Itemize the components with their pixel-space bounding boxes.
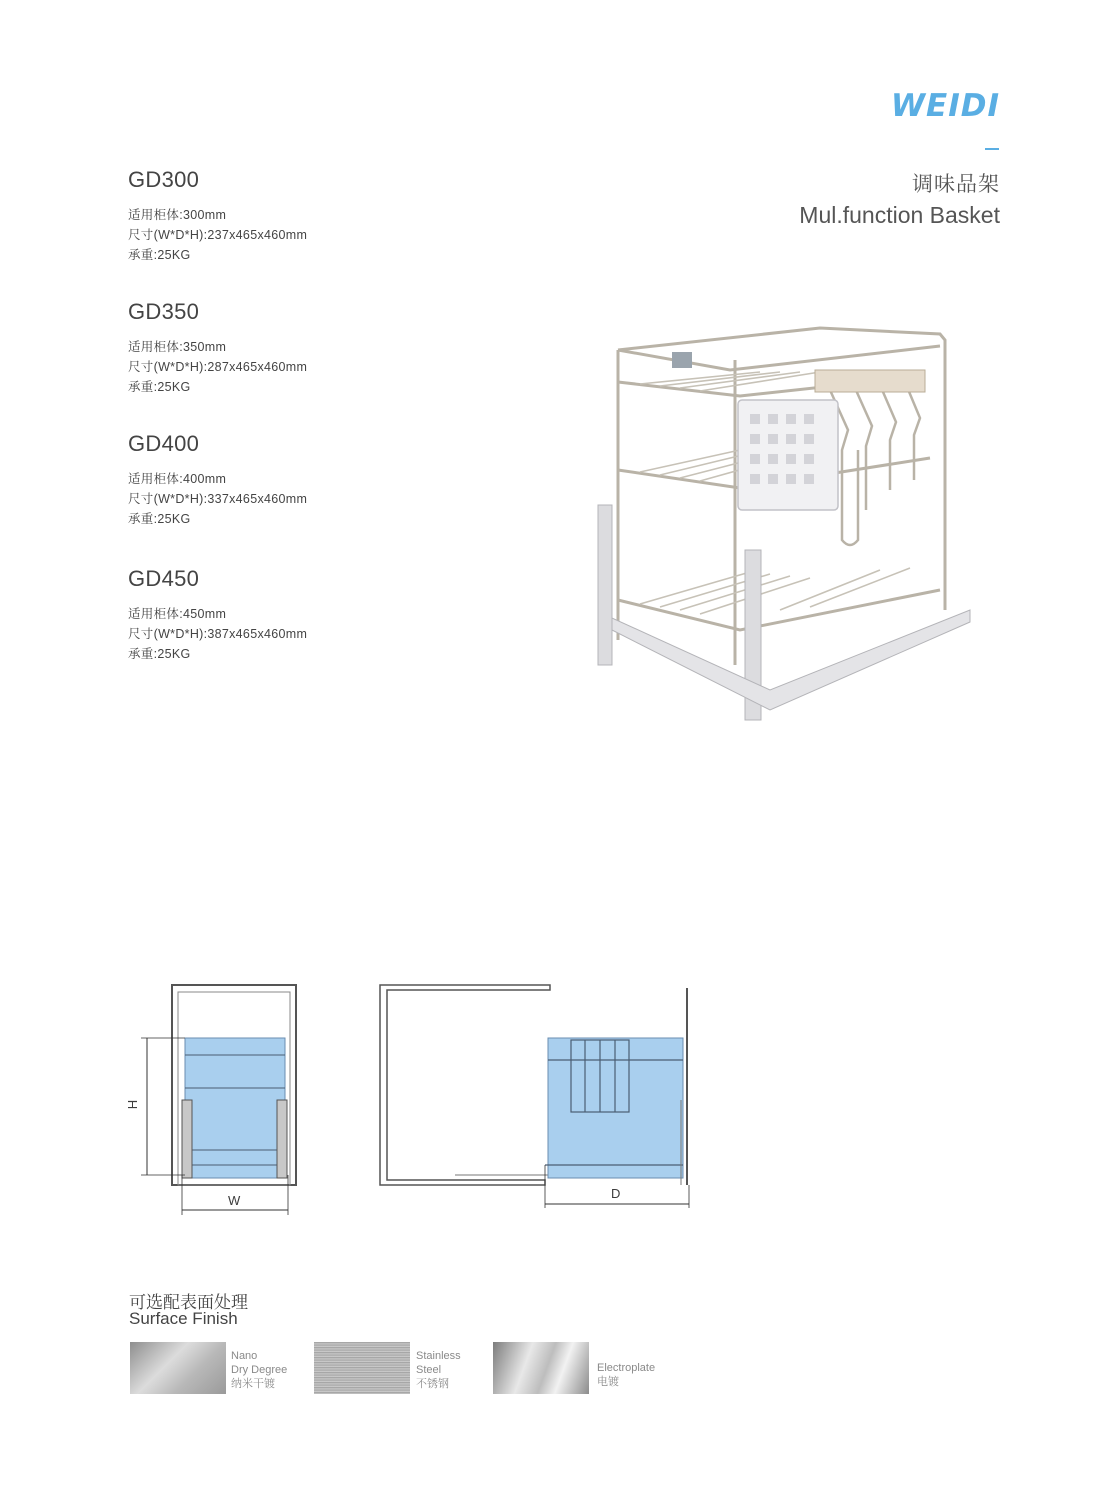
dimension-label-d: D	[611, 1186, 621, 1201]
product-title-cn: 调味品架	[912, 173, 1000, 196]
swatch-nano-dry	[130, 1342, 226, 1394]
front-view-diagram	[125, 980, 300, 1220]
brand-logo: WEIDI	[890, 88, 1000, 124]
model-spec-size: 尺寸(W*D*H):337x465x460mm	[128, 492, 308, 506]
finish-title-cn: 可选配表面处理	[129, 1293, 248, 1312]
swatch-label-stainless	[416, 1349, 461, 1391]
side-view-diagram	[375, 980, 705, 1210]
swatch-label-line: Dry Degree	[231, 1364, 288, 1376]
model-spec-cabinet: 适用柜体:400mm	[128, 472, 227, 486]
model-spec-cabinet: 适用柜体:450mm	[128, 607, 227, 621]
model-spec-size: 尺寸(W*D*H):387x465x460mm	[128, 627, 308, 641]
model-name: GD300	[128, 167, 200, 192]
swatch-label-line: Steel	[416, 1364, 442, 1376]
model-name: GD400	[128, 431, 200, 456]
model-block-gd350	[128, 299, 307, 397]
model-name: GD350	[128, 299, 200, 324]
model-spec-size: 尺寸(W*D*H):237x465x460mm	[128, 228, 308, 242]
model-block-gd450	[128, 566, 307, 664]
swatch-label-line: Nano	[231, 1350, 258, 1362]
model-spec-load: 承重:25KG	[128, 647, 191, 661]
swatch-label-line: Stainless	[416, 1350, 461, 1362]
dimension-label-h: H	[125, 1099, 141, 1110]
model-name: GD450	[128, 566, 200, 591]
swatch-label-line: Electroplate	[597, 1362, 656, 1374]
swatch-label-line: 纳米干镀	[231, 1378, 275, 1390]
model-spec-cabinet: 适用柜体:350mm	[128, 340, 227, 354]
model-spec-cabinet: 适用柜体:300mm	[128, 208, 227, 222]
swatch-stainless-steel	[314, 1342, 410, 1394]
model-spec-load: 承重:25KG	[128, 512, 191, 526]
logo-divider	[985, 148, 999, 150]
basket-product-image	[580, 310, 980, 740]
model-spec-size: 尺寸(W*D*H):287x465x460mm	[128, 360, 308, 374]
dimension-label-w: W	[228, 1193, 241, 1208]
swatch-label-nano	[231, 1349, 287, 1391]
swatch-label-line: 电镀	[597, 1376, 619, 1388]
swatch-electroplate	[493, 1342, 589, 1394]
product-title-en: Mul.function Basket	[799, 202, 1000, 228]
swatch-label-electroplate	[597, 1361, 655, 1389]
model-block-gd400	[128, 431, 307, 529]
model-spec-load: 承重:25KG	[128, 248, 191, 262]
finish-title-en: Surface Finish	[129, 1309, 238, 1328]
model-spec-load: 承重:25KG	[128, 380, 191, 394]
swatch-label-line: 不锈钢	[416, 1378, 449, 1390]
model-block-gd300	[128, 167, 307, 265]
